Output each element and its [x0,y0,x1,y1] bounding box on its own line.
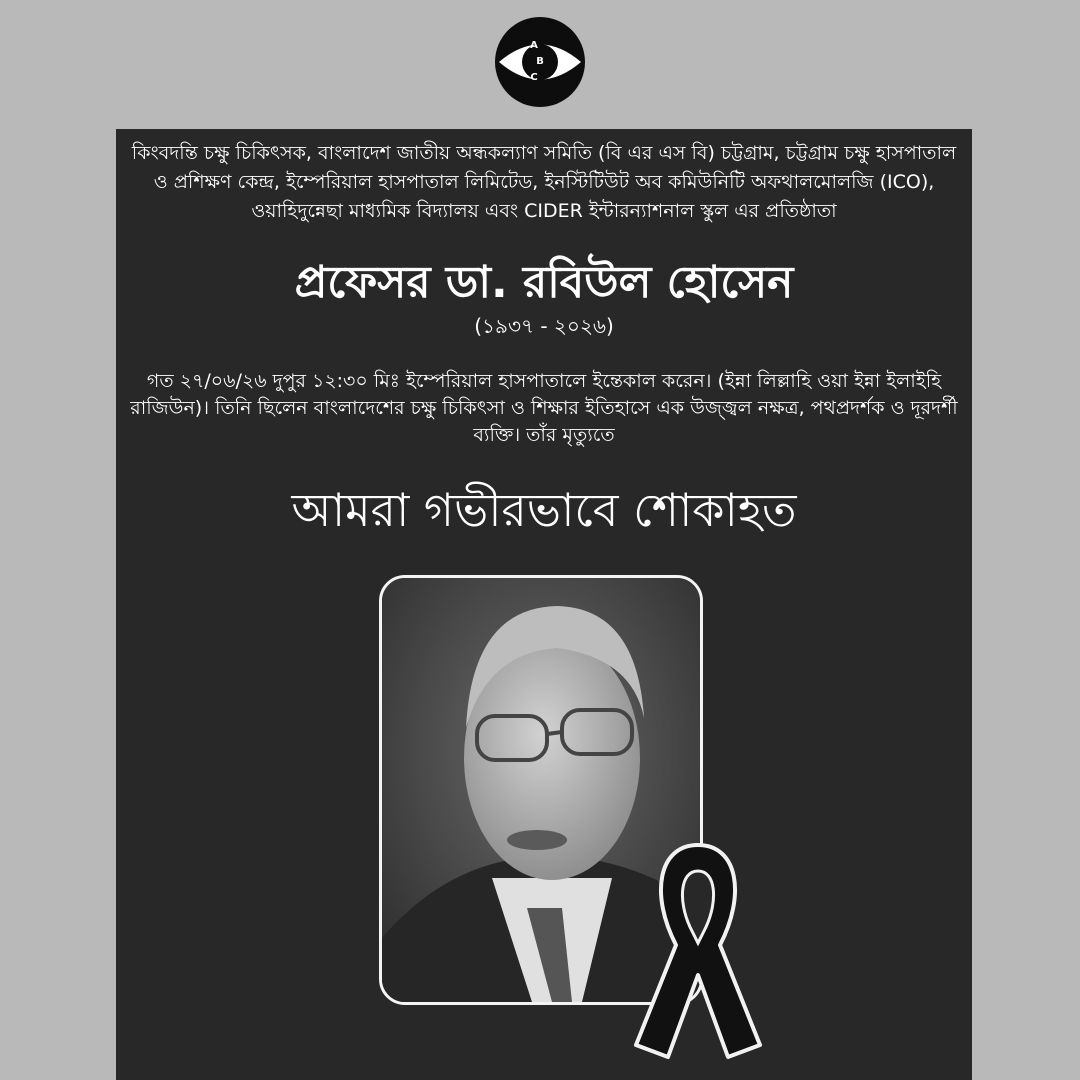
intro-text: কিংবদন্তি চক্ষু চিকিৎসক, বাংলাদেশ জাতীয় অন্ধকল্যাণ সমিতি (বি এর এস বি) চট্টগ্রাম, চট্টগ্রাম চক্ষু হাসপাতাল ও প্রশিক্ষণ কেন্দ্র, ইম্পেরিয়াল হাসপাতাল লিমিটেড, ইনস্টিটিউট অব কমিউনিটি অফথালমোলজি (ICO), ওয়াহিদুন্নেছা মাধ্যমিক বিদ্যালয় এবং CIDER ইন্টারন্যাশনাল স্কুল এর প্রতিষ্ঠাতা [131,142,957,222]
logo-letter-b: B [536,56,544,67]
life-years: (১৯৩৭ - ২০২৬) [474,314,614,338]
mourning-headline: আমরা গভীরভাবে শোকাহত [291,483,797,537]
logo-letter-a: A [530,40,538,51]
obituary-card [116,129,972,1080]
logo-letter-c: C [530,72,538,83]
logo [495,17,585,107]
death-notice: গত ২৭/০৬/২৬ দুপুর ১২:৩০ মিঃ ইম্পেরিয়াল হাসপাতালে ইন্তেকাল করেন। (ইন্না লিল্লাহি ওয়া ইন্না ইলাইহি রাজিউন)। তিনি ছিলেন বাংলাদেশের চক্ষু চিকিৎসা ও শিক্ষার ইতিহাসে এক উজ্জ্বল নক্ষত্র, পথপ্রদর্শক ও দূরদর্শী ব্যক্তি। তাঁর মৃত্যুতে [130,370,958,446]
mourning-ribbon-icon [628,835,768,1065]
person-name: প্রফেসর ডা. রবিউল হোসেন [294,257,794,308]
